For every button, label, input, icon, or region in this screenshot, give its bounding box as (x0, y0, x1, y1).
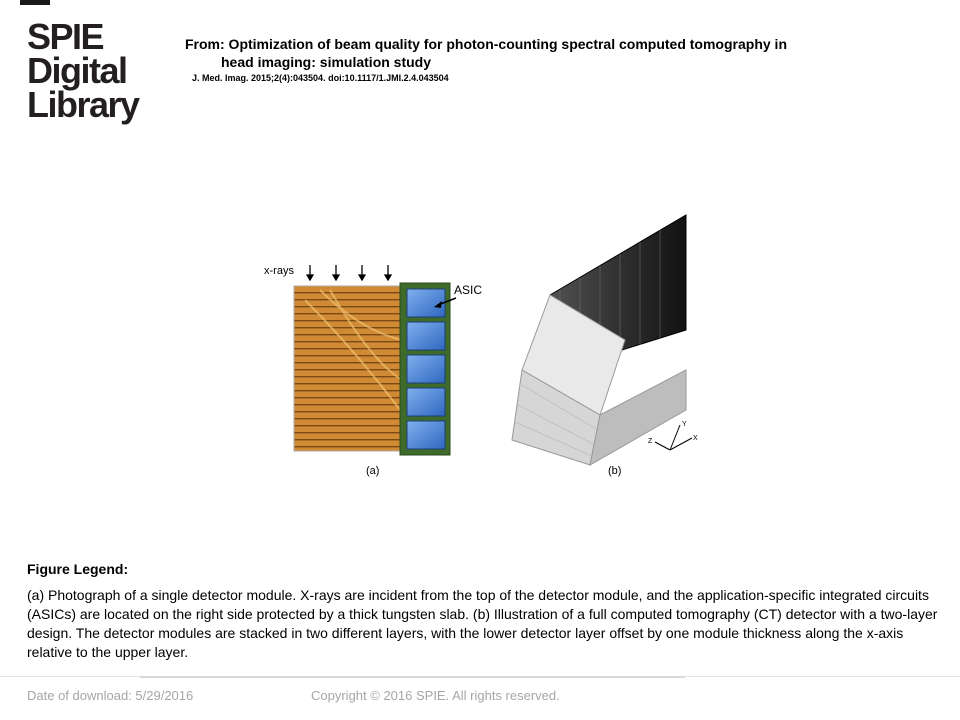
article-title (185, 35, 905, 71)
figure-legend-text: (a) Photograph of a single detector module. X-rays are incident from the top of the detector module, and the application-specific integrated circuits (ASICs) are located on the right side protected by a thick tungsten slab. (b) Illustration of a full computed tomography (CT) detector with a two-layer design. The detector modules are stacked in two different layers, with the lower detector layer offset by one module thickness along the x-axis relative to the upper layer. (27, 587, 938, 660)
asic-label: ASIC (454, 283, 483, 297)
logo-line-digital: Digital (27, 50, 127, 91)
download-date: Date of download: 5/29/2016 (27, 688, 194, 703)
figure-image (260, 210, 700, 485)
asic-chips (407, 289, 445, 449)
xray-arrows (307, 265, 391, 280)
xrays-label: x-rays (264, 265, 294, 277)
panel-a-label: (a) (366, 465, 380, 477)
footer-divider-accent (140, 676, 685, 678)
copyright-notice: Copyright © 2016 SPIE. All rights reserved. (311, 688, 560, 703)
axis-z-label: Z (648, 438, 653, 445)
title-line-2: head imaging: simulation study (221, 54, 432, 70)
title-line-1: From: Optimization of beam quality for photon-counting spectral computed tomography in (185, 36, 787, 52)
axis-x-label: X (693, 435, 698, 442)
logo-line-library: Library (27, 84, 139, 125)
axis-indicator (655, 425, 692, 450)
top-accent-bar (20, 0, 50, 5)
citation: J. Med. Imag. 2015;2(4):043504. doi:10.1117/1.JMI.2.4.043504 (192, 73, 449, 83)
figure-legend-heading: Figure Legend: (27, 561, 129, 577)
axis-y-label: Y (682, 421, 687, 428)
panel-b-label: (b) (608, 465, 622, 477)
spie-digital-library-logo (27, 16, 147, 125)
logo-line-spie: SPIE (27, 16, 104, 57)
